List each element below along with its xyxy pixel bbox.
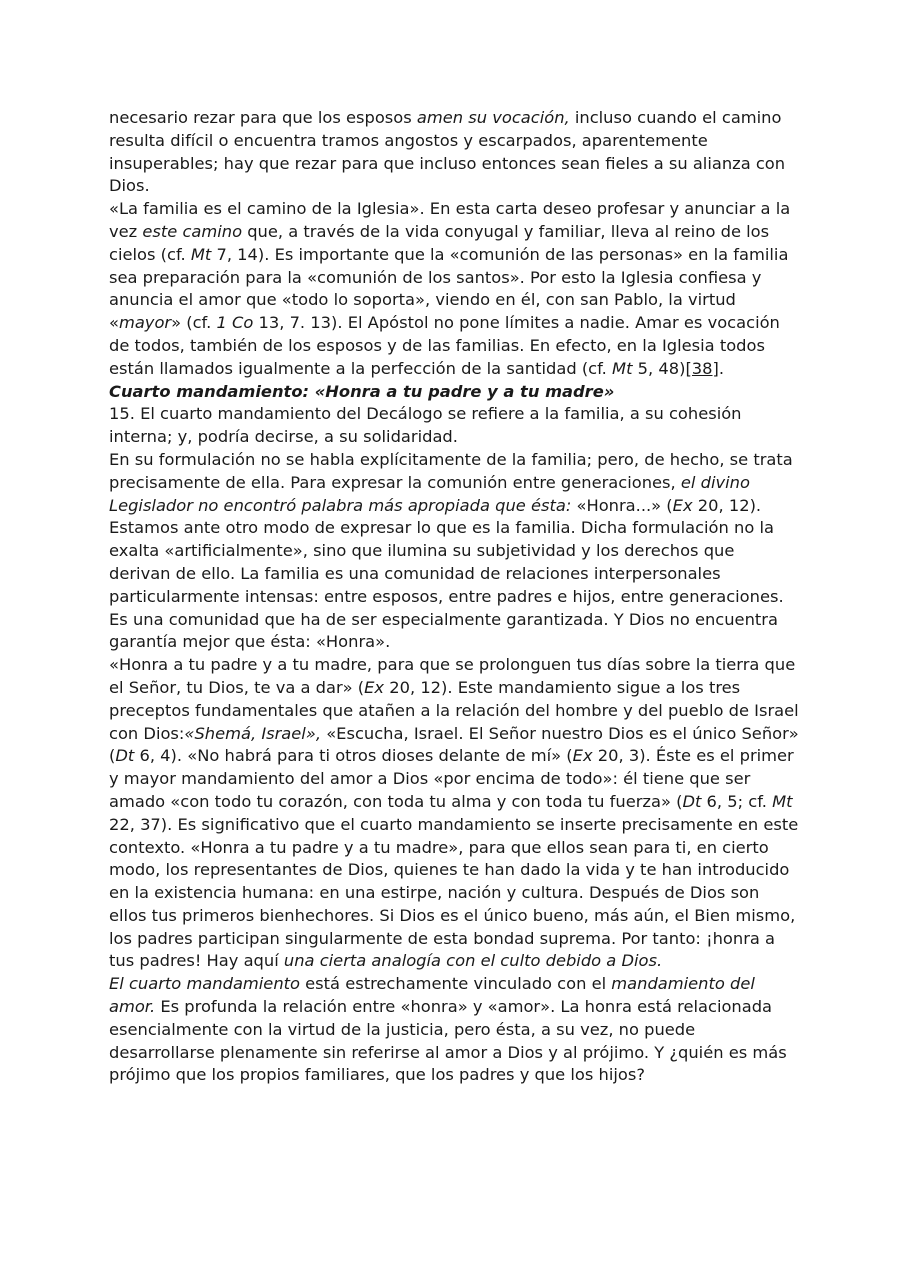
text-run: 6, 5; cf. [701, 791, 773, 811]
emphasis-run: una cierta analogía con el culto debido a Dios. [283, 951, 663, 971]
paragraph-fourth-commandment [109, 403, 799, 449]
emphasis-run: mayor [118, 313, 172, 333]
text-run: «La familia es el camino de la Iglesia». En esta carta deseo profesar y anunciar a la vez [109, 199, 791, 241]
text-run: 15. El cuarto mandamiento del Decálogo se refiere a la familia, a su cohesión interna; y, podría decirse, a su solidaridad. [109, 404, 742, 447]
text-run: 7, 14). Es importante que la «comunión de las personas» en la familia sea preparación para la «comunión de los santos». Por esto la Iglesia confiesa y anuncia el amor que «todo lo soporta», viendo en él, con san Pablo, la virtud « [109, 244, 789, 333]
citation-book: Ex [364, 677, 385, 697]
text-run: 6, 4). «No habrá para ti otros dioses delante de mí» ( [134, 746, 573, 766]
footnote-link[interactable]: [38] [685, 358, 719, 378]
text-run: En su formulación no se habla explícitamente de la familia; pero, de hecho, se trata precisamente de ella. Para expresar la comunión entre generaciones, [109, 449, 793, 492]
text-run: necesario rezar para que los esposos [109, 108, 417, 127]
text-run: 5, 48) [632, 358, 686, 378]
citation-book: Dt [682, 791, 702, 811]
text-run: » (cf. [171, 313, 217, 333]
text-run: incluso cuando el camino resulta difícil o encuentra tramos angostos y escarpados, aparentemente insuperables; hay que rezar para que incluso entonces sean fieles a su alianza con Dios. [109, 108, 786, 196]
paragraph-formulation [109, 449, 799, 654]
citation-book: Dt [115, 746, 135, 766]
text-run: «Honra a tu padre y a tu madre, para que se prolonguen tus días sobre la tierra que el Señor, tu Dios, te va a dar» ( [109, 655, 796, 697]
text-run: «Escucha, Israel. El Señor nuestro Dios es el único Señor» ( [109, 723, 799, 766]
emphasis-run: «Shemá, Israel», [184, 723, 322, 743]
citation-book: 1 Co [216, 313, 254, 333]
text-run: 20, 12). Estamos ante otro modo de expresar lo que es la familia. Dicha formulación no la exalta «artificialmente», sino que ilumina su subjetividad y los derechos que derivan de ello. La familia es una comunidad de relaciones interpersonales particularmente intensas: entre esposos, entre padres e hijos, entre generaciones. Es una comunidad que ha de ser especialmente garantizada. Y Dios no encuentra garantía mejor que ésta: «Honra». [109, 495, 784, 652]
text-run: . [718, 358, 725, 378]
document-page [109, 107, 799, 1087]
emphasis-run: este camino [142, 221, 243, 241]
citation-book: Mt [772, 791, 793, 811]
text-run: 22, 37). Es significativo que el cuarto mandamiento se inserte precisamente en este contexto. «Honra a tu padre y a tu madre», para que ellos sean para ti, en cierto modo, los representantes de Dios, quienes te han dado la vida y te han introducido en la existencia humana: en una estirpe, nación y cultura. Después de Dios son ellos tus primeros bienhechores. Si Dios es el único bueno, más aún, el Bien mismo, los padres participan singularmente de esta bondad suprema. Por tanto: ¡honra a tus padres! Hay aquí [109, 814, 799, 971]
section-heading: Cuarto mandamiento: «Honra a tu padre y a tu madre» [109, 381, 615, 401]
text-run: 20, 3). Éste es el primer y mayor mandamiento del amor a Dios «por encima de todo»: él tiene que ser amado «con todo tu corazón, con toda tu alma y con toda tu fuerza» ( [109, 746, 794, 811]
text-run: 20, 12). Este mandamiento sigue a los tres preceptos fundamentales que atañen a la relación del hombre y del pueblo de Israel con Dios: [109, 677, 799, 743]
text-run: que, a través de la vida conyugal y familiar, lleva al reino de los cielos (cf. [109, 221, 770, 264]
emphasis-run: El cuarto mandamiento [109, 974, 300, 994]
citation-book: Mt [190, 244, 212, 264]
emphasis-run: el divino Legislador no encontró palabra más apropiada que ésta: [109, 472, 750, 515]
paragraph-honor [109, 654, 799, 973]
citation-book: Mt [612, 358, 633, 378]
paragraph-family-path [109, 198, 799, 380]
paragraph-vocation [109, 107, 799, 198]
text-run: está estrechamente vinculado con el [299, 974, 612, 994]
citation-book: Ex [572, 746, 593, 766]
emphasis-run: mandamiento del amor. [109, 974, 755, 1017]
emphasis-run: amen su vocación, [416, 108, 570, 127]
text-run: «Honra...» ( [571, 495, 673, 515]
text-run: Es profunda la relación entre «honra» y «amor». La honra está relacionada esencialmente con la virtud de la justicia, pero ésta, a su vez, no puede desarrollarse plenamente sin referirse al amor a Dios y al prójimo. Y ¿quién es más prójimo que los propios familiares, que los padres y que los hijos? [109, 997, 787, 1085]
text-run: 13, 7. 13). El Apóstol no pone límites a nadie. Amar es vocación de todos, también de los esposos y de las familias. En efecto, en la Iglesia todos están llamados igualmente a la perfección de la santidad (cf. [109, 313, 780, 378]
citation-book: Ex [672, 495, 693, 515]
paragraph-love [109, 973, 799, 1087]
